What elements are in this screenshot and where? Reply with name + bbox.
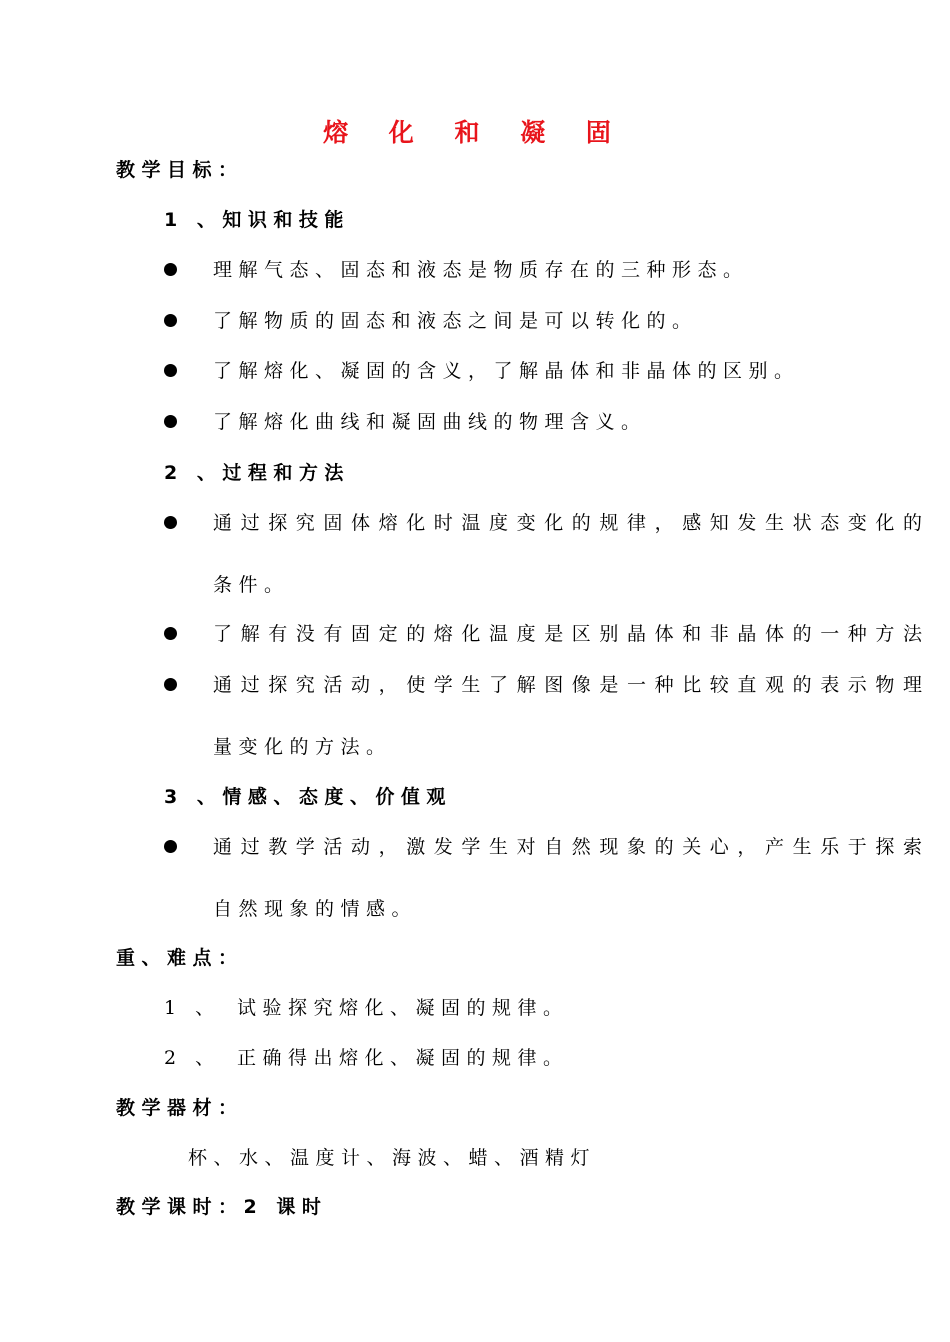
bullet-icon (164, 627, 177, 640)
list-item: 了解熔化曲线和凝固曲线的物理含义。 (213, 411, 647, 433)
bullet-icon (164, 516, 177, 529)
materials-list: 杯、水、温度计、海波、蜡、酒精灯 (188, 1147, 597, 1169)
key-points-heading: 重、难点： (116, 947, 244, 969)
list-item: 通过探究固体熔化时温度变化的规律，感知发生状态变化的 (213, 512, 931, 534)
list-item: 了解物质的固态和液态之间是可以转化的。 (213, 310, 698, 332)
list-item: 通过探究活动，使学生了解图像是一种比较直观的表示物理 (213, 674, 931, 696)
list-item: 了解熔化、凝固的含义，了解晶体和非晶体的区别。 (213, 360, 800, 382)
section-3-label: 3 、情感、态度、价值观 (164, 786, 452, 808)
list-item: 通过教学活动，激发学生对自然现象的关心，产生乐于探索 (213, 836, 931, 858)
lesson-time: 教学课时：2 课时 (116, 1196, 328, 1218)
bullet-icon (164, 263, 177, 276)
bullet-icon (164, 415, 177, 428)
key-point-text: 正确得出熔化、凝固的规律。 (237, 1047, 569, 1069)
list-item-continuation: 自然现象的情感。 (213, 898, 418, 920)
bullet-icon (164, 678, 177, 691)
key-point-number: 1 、 (164, 997, 221, 1019)
list-item: 理解气态、固态和液态是物质存在的三种形态。 (213, 259, 749, 281)
list-item-continuation: 条件。 (213, 574, 290, 596)
list-item: 了解有没有固定的熔化温度是区别晶体和非晶体的一种方法 (213, 623, 931, 645)
key-point-number: 2 、 (164, 1047, 221, 1069)
materials-heading: 教学器材： (116, 1097, 244, 1119)
section-2-label: 2 、过程和方法 (164, 462, 350, 484)
bullet-icon (164, 840, 177, 853)
list-item-continuation: 量变化的方法。 (213, 736, 392, 758)
section-1-label: 1 、知识和技能 (164, 209, 350, 231)
objectives-heading: 教学目标： (116, 159, 244, 181)
bullet-icon (164, 364, 177, 377)
key-point-text: 试验探究熔化、凝固的规律。 (237, 997, 569, 1019)
bullet-icon (164, 314, 177, 327)
document-title: 熔 化 和 凝 固 (323, 118, 627, 147)
